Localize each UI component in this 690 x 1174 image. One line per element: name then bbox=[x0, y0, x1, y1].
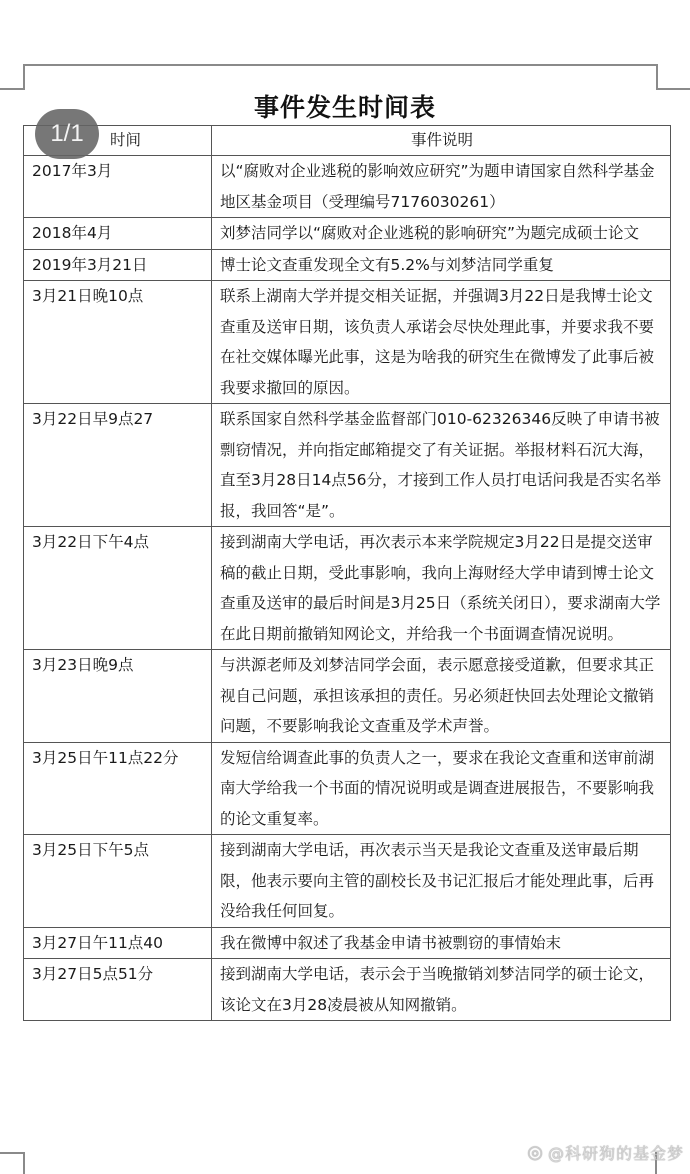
table-row bbox=[24, 281, 671, 404]
event-cell: 联系上湖南大学并提交相关证据，并强调3月22日是我博士论文查重及送审日期，该负责人承诺会尽快处理此事，并要求我不要在社交媒体曝光此事，这是为啥我的研究生在微博发了此事后被我要求撤回的原因。 bbox=[212, 281, 671, 404]
time-cell: 2018年4月 bbox=[24, 218, 212, 250]
crop-mark-bottom-left-horizontal bbox=[0, 1152, 25, 1154]
table-row bbox=[24, 835, 671, 928]
time-cell: 3月25日下午5点 bbox=[24, 835, 212, 928]
table-row bbox=[24, 650, 671, 743]
table-row bbox=[24, 742, 671, 835]
time-cell: 3月21日晚10点 bbox=[24, 281, 212, 404]
table-row bbox=[24, 927, 671, 959]
time-cell: 3月25日午11点22分 bbox=[24, 742, 212, 835]
time-cell: 2017年3月 bbox=[24, 156, 212, 218]
table-row bbox=[24, 218, 671, 250]
weibo-icon: ◎ bbox=[527, 1142, 544, 1163]
watermark bbox=[527, 1141, 684, 1164]
document-title: 事件发生时间表 bbox=[253, 93, 436, 122]
table-row bbox=[24, 156, 671, 218]
event-cell: 我在微博中叙述了我基金申请书被剽窃的事情始末 bbox=[212, 927, 671, 959]
event-cell: 接到湖南大学电话，再次表示当天是我论文查重及送审最后期限，他表示要向主管的副校长及书记汇报后才能处理此事，后再没给我任何回复。 bbox=[212, 835, 671, 928]
crop-mark-top-left-vertical bbox=[23, 64, 25, 90]
watermark-text: @科研狗的基金梦 bbox=[547, 1144, 684, 1163]
event-cell: 联系国家自然科学基金监督部门010-62326346反映了申请书被剽窃情况，并向指定邮箱提交了有关证据。举报材料石沉大海，直至3月28日14点56分，才接到工作人员打电话问我是否实名举报，我回答“是”。 bbox=[212, 404, 671, 527]
crop-mark-top-line bbox=[23, 64, 657, 66]
event-cell: 与洪源老师及刘梦洁同学会面，表示愿意接受道歉，但要求其正视自己问题，承担该承担的责任。另必须赶快回去处理论文撤销问题，不要影响我论文查重及学术声誉。 bbox=[212, 650, 671, 743]
timeline-table bbox=[23, 125, 671, 1021]
time-cell: 3月23日晚9点 bbox=[24, 650, 212, 743]
event-cell: 刘梦洁同学以“腐败对企业逃税的影响研究”为题完成硕士论文 bbox=[212, 218, 671, 250]
time-cell: 3月27日5点51分 bbox=[24, 959, 212, 1021]
column-header-event: 事件说明 bbox=[212, 126, 671, 156]
page-indicator-badge[interactable]: 1/1 bbox=[35, 109, 99, 159]
table-header-row bbox=[24, 126, 671, 156]
table-row bbox=[24, 249, 671, 281]
event-cell: 以“腐败对企业逃税的影响效应研究”为题申请国家自然科学基金地区基金项目（受理编号7176030261） bbox=[212, 156, 671, 218]
event-cell: 接到湖南大学电话，表示会于当晚撤销刘梦洁同学的硕士论文，该论文在3月28凌晨被从知网撤销。 bbox=[212, 959, 671, 1021]
crop-mark-top-right-vertical bbox=[656, 64, 658, 90]
table-row bbox=[24, 959, 671, 1021]
table-row bbox=[24, 404, 671, 527]
time-cell: 2019年3月21日 bbox=[24, 249, 212, 281]
time-cell: 3月27日午11点40 bbox=[24, 927, 212, 959]
event-cell: 接到湖南大学电话，再次表示本来学院规定3月22日是提交送审稿的截止日期，受此事影响，我向上海财经大学申请到博士论文查重及送审的最后时间是3月25日（系统关闭日），要求湖南大学在此日期前撤销知网论文，并给我一个书面调查情况说明。 bbox=[212, 527, 671, 650]
event-cell: 博士论文查重发现全文有5.2%与刘梦洁同学重复 bbox=[212, 249, 671, 281]
time-cell: 3月22日早9点27 bbox=[24, 404, 212, 527]
time-cell: 3月22日下午4点 bbox=[24, 527, 212, 650]
table-row bbox=[24, 527, 671, 650]
column-header-time: 时间 bbox=[24, 126, 212, 156]
event-cell: 发短信给调查此事的负责人之一，要求在我论文查重和送审前湖南大学给我一个书面的情况说明或是调查进展报告，不要影响我的论文重复率。 bbox=[212, 742, 671, 835]
crop-mark-bottom-left-vertical bbox=[23, 1152, 25, 1174]
